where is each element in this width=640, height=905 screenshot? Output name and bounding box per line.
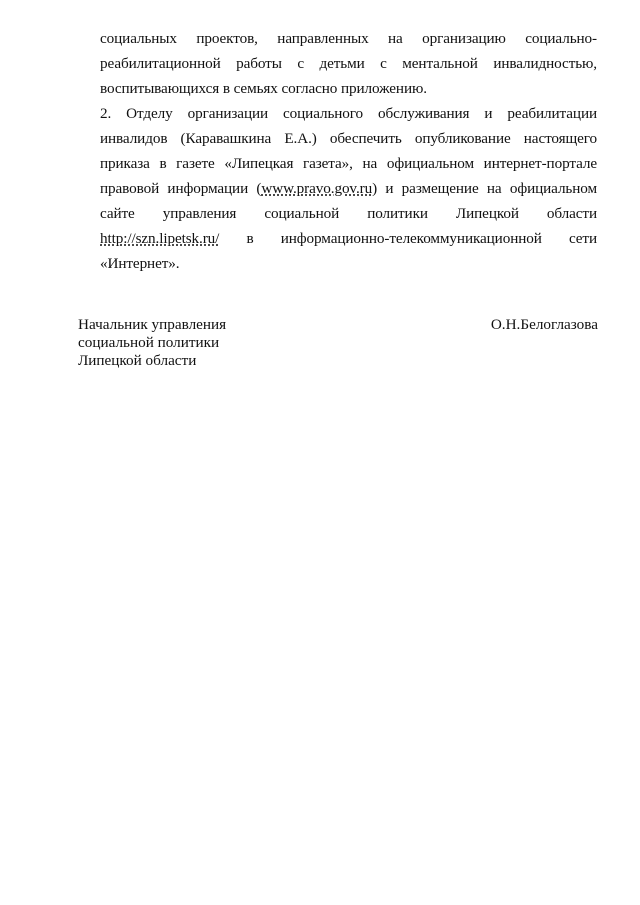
szn-lipetsk-link[interactable]: http://szn.lipetsk.ru/ xyxy=(100,230,220,247)
paragraph-continued xyxy=(100,26,597,101)
text-fragment: ) и размещение на официальном xyxy=(372,180,597,197)
pravo-gov-link[interactable]: www.pravo.gov.ru xyxy=(261,180,373,197)
text-line: приказа в газете «Липецкая газета», на официальном интернет-портале xyxy=(100,155,597,172)
position-line: Липецкой области xyxy=(78,352,197,369)
text-line: воспитывающихся в семьях согласно приложению. xyxy=(100,80,427,97)
signatory-name: О.Н.Белоглазова xyxy=(490,316,598,333)
position-line: Начальник управления xyxy=(78,316,227,333)
position-line: социальной политики xyxy=(78,334,220,351)
text-line-with-link xyxy=(100,176,597,201)
text-line: «Интернет». xyxy=(100,255,180,272)
text-fragment: в информационно-телекоммуникационной сети xyxy=(246,230,597,247)
paragraph-2 xyxy=(100,101,597,276)
text-line: социальных проектов, направленных на организацию социально- xyxy=(100,30,597,47)
signatory-position xyxy=(78,316,338,370)
text-line: реабилитационной работы с детьми с ментальной инвалидностью, xyxy=(100,55,597,72)
text-line: 2. Отделу организации социального обслуживания и реабилитации xyxy=(100,105,597,122)
text-line: инвалидов (Каравашкина Е.А.) обеспечить опубликование настоящего xyxy=(100,130,597,147)
text-line: сайте управления социальной политики Липецкой области xyxy=(100,205,597,222)
text-line-with-link xyxy=(100,226,597,251)
text-fragment: правовой информации ( xyxy=(100,180,262,197)
